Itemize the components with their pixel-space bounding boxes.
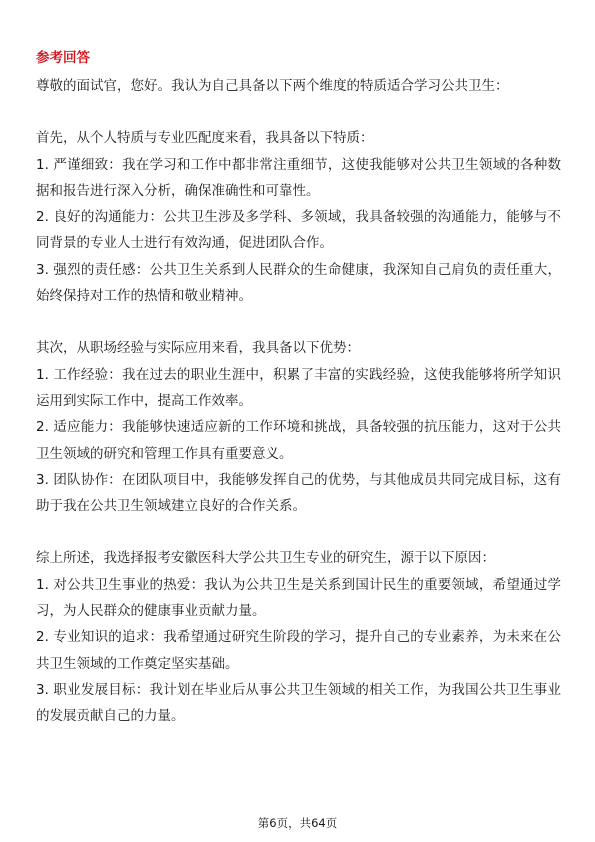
page-number: 第6页，共64页 (257, 816, 338, 830)
intro-paragraph: 尊敬的面试官，您好。我认为自己具备以下两个维度的特质适合学习公共卫生： (36, 78, 509, 94)
section2-item-1: 1. 工作经验：我在过去的职业生涯中，积累了丰富的实践经验，这使我能够将所学知识运用到实际工作中，提高工作效率。 (36, 366, 561, 409)
section1-item-1: 1. 严谨细致：我在学习和工作中都非常注重细节，这使我能够对公共卫生领域的各种数据和报告进行深入分析，确保准确性和可靠性。 (36, 156, 561, 199)
section-heading: 参考回答 (36, 50, 90, 66)
section1-item-2: 2. 良好的沟通能力：公共卫生涉及多学科、多领域，我具备较强的沟通能力，能够与不同背景的专业人士进行有效沟通，促进团队合作。 (36, 209, 561, 252)
section3-item-1: 1. 对公共卫生事业的热爱：我认为公共卫生是关系到国计民生的重要领域，希望通过学习，为人民群众的健康事业贡献力量。 (36, 576, 561, 620)
section2-lead: 其次，从职场经验与实际应用来看，我具备以下优势： (36, 340, 360, 357)
section2-item-2: 2. 适应能力：我能够快速适应新的工作环境和挑战，具备较强的抗压能力，这对于公共卫生领域的研究和管理工作具有重要意义。 (36, 419, 561, 462)
section2-item-3: 3. 团队协作：在团队项目中，我能够发挥自己的优势，与其他成员共同完成目标，这有助于我在公共卫生领域建立良好的合作关系。 (36, 471, 561, 515)
section3-item-3: 3. 职业发展目标：我计划在毕业后从事公共卫生领域的相关工作，为我国公共卫生事业的发展贡献自己的力量。 (36, 681, 561, 725)
spacer (36, 99, 561, 125)
spacer (36, 519, 561, 545)
section3-item-2: 2. 专业知识的追求：我希望通过研究生阶段的学习，提升自己的专业素养，为未来在公共卫生领域的工作奠定坚实基础。 (36, 629, 561, 672)
spacer (36, 309, 561, 335)
section1-lead: 首先，从个人特质与专业匹配度来看，我具备以下特质： (36, 130, 374, 147)
section3-lead: 综上所述，我选择报考安徽医科大学公共卫生专业的研究生，源于以下原因： (36, 550, 495, 567)
page-content (36, 50, 561, 730)
section1-item-3: 3. 强烈的责任感：公共卫生关系到人民群众的生命健康，我深知自己肩负的责任重大，始终保持对工作的热情和敬业精神。 (36, 261, 561, 305)
